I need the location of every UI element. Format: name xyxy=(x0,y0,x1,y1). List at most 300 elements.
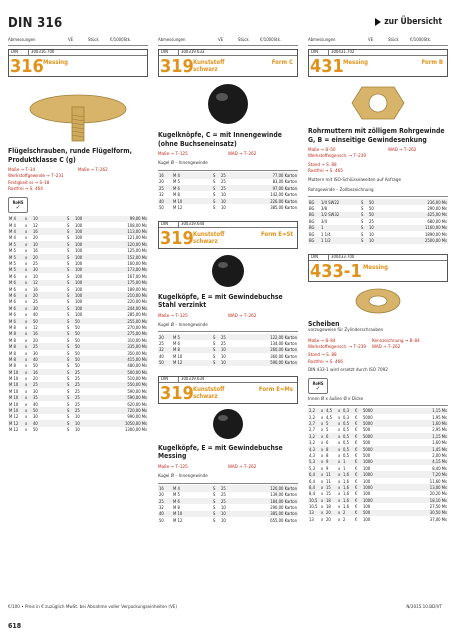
table-cell: 290,00 Ms xyxy=(427,206,447,212)
header-stueck: Stück xyxy=(88,38,99,43)
spec-link[interactable]: Maße → T–125 xyxy=(158,313,188,319)
table-cell: 5000 xyxy=(363,414,373,420)
table-cell: 108,00 Ms xyxy=(127,222,147,228)
table-cell: 25 xyxy=(220,172,238,178)
table-cell: S xyxy=(213,192,216,198)
table-cell: 10 xyxy=(32,241,66,247)
table-cell: 25 xyxy=(159,341,164,347)
table-cell: x xyxy=(24,407,32,413)
table-cell: 50 xyxy=(74,331,96,337)
table-cell: 1000 xyxy=(362,497,376,503)
table-cell: 50 xyxy=(159,204,164,210)
table-cell: S xyxy=(67,312,70,318)
table-cell: x xyxy=(338,408,341,414)
table-cell: 25 xyxy=(32,382,66,388)
table-cell: S xyxy=(66,305,74,311)
table-cell: 290,00 Karton xyxy=(270,505,297,511)
table-cell: 18 xyxy=(326,504,331,510)
spec-link[interactable]: Festigkeit ss → S–18 xyxy=(8,180,50,186)
table-cell: 1000 xyxy=(362,471,376,477)
table-cell: S xyxy=(67,286,70,292)
table-cell: S xyxy=(213,353,216,359)
table-cell: S xyxy=(66,407,74,413)
table-cell: 1,60 Ms xyxy=(432,440,447,446)
table-cell: € xyxy=(355,478,358,484)
header-abmessungen: Abmessungen xyxy=(8,38,36,43)
table-cell: 25 xyxy=(221,492,226,498)
table-cell: 1,6 xyxy=(342,497,354,503)
table-note: Kugel Ø – Innengewinde xyxy=(158,323,208,329)
table-cell: x xyxy=(321,504,324,510)
table-cell: € xyxy=(355,427,358,433)
table-cell: 5,3 xyxy=(308,459,320,465)
table-cell: M 4 xyxy=(8,216,24,222)
table-cell: x xyxy=(25,388,28,394)
table-cell: 2,2 xyxy=(308,408,320,414)
table-cell: x xyxy=(338,440,341,446)
table-cell: x xyxy=(338,446,341,452)
table-cell: BG xyxy=(308,225,320,231)
table-cell: 50 xyxy=(33,427,38,433)
table-cell: 25 xyxy=(221,179,226,185)
table-cell: 5 xyxy=(325,420,337,426)
product-photo xyxy=(158,79,298,129)
table-cell: S xyxy=(67,376,70,382)
product-box-431 xyxy=(308,49,448,77)
table-cell: x xyxy=(24,318,32,324)
table-cell: 2,7 xyxy=(309,427,315,433)
table-cell: M 10 xyxy=(172,198,212,204)
table-cell: 15 xyxy=(326,491,331,497)
footer-note: €/100 • Preis in € zuzüglich MwSt. bei Abnahme voller Verpackungseinheiten (VE) xyxy=(8,605,178,610)
checkmark-icon: ✓ xyxy=(15,203,21,211)
table-cell: 4,15 Ms xyxy=(376,459,448,465)
table-cell: S xyxy=(66,356,74,362)
table-cell: 1/2 SW32 xyxy=(320,212,360,218)
table-cell: 990,00 Ms xyxy=(127,414,147,420)
table-cell: S xyxy=(213,517,216,523)
table-cell: 270,00 Ms xyxy=(127,324,147,330)
table-cell: 1160,00 Ms xyxy=(386,225,448,231)
table-cell: 100 xyxy=(75,312,83,318)
table-cell: x xyxy=(321,420,324,426)
table-cell: 5 xyxy=(326,427,329,433)
product-description: Kugelknöpfe, C = mit Innengewinde (ohne Buchseneinsatz) xyxy=(158,131,282,148)
spec-link[interactable]: WAD → T–262 xyxy=(388,148,417,153)
table-cell: M 8 xyxy=(8,356,24,362)
form-label: Form E=St xyxy=(260,230,293,238)
table-cell: 25 xyxy=(369,218,374,224)
spec-link[interactable]: WAD → T–262 xyxy=(372,344,401,350)
table-cell: 335,00 Ms xyxy=(96,343,148,349)
table-cell: BG xyxy=(309,206,315,212)
table-cell: 50 xyxy=(75,363,80,369)
table-cell: € xyxy=(354,459,362,465)
table-cell: 100 xyxy=(75,273,83,279)
table-cell: 310,00 Ms xyxy=(127,337,147,343)
table-cell: 226,00 Karton xyxy=(238,198,298,204)
table-cell: S xyxy=(67,273,70,279)
spec-link[interactable]: Rostfrei → S. 465 xyxy=(308,169,343,175)
table-cell: S xyxy=(67,350,70,356)
product-box-316 xyxy=(8,49,148,77)
table-cell: M 6 xyxy=(173,341,180,347)
table-cell: 50 xyxy=(158,360,172,366)
table-cell: 134,00 Karton xyxy=(270,341,297,347)
table-cell: 35 xyxy=(32,395,66,401)
size-table xyxy=(158,172,298,210)
table-cell: S xyxy=(212,347,220,353)
table-cell: 8 xyxy=(325,446,337,452)
table-cell: 16 xyxy=(158,172,172,178)
product-box-319-e-st xyxy=(158,221,298,249)
spec-link[interactable]: Kennzeichnung → B–84 xyxy=(372,338,420,344)
table-cell: 275,00 Ms xyxy=(96,331,148,337)
spec-link[interactable]: Rostfrei → S. 464 xyxy=(8,187,43,193)
table-cell: 100 xyxy=(74,267,96,273)
spec-link[interactable]: Maße → B–84 xyxy=(308,338,336,344)
material: Kunststoff schwarz xyxy=(193,230,225,245)
table-cell: 9 xyxy=(325,459,337,465)
product-subtitle: vorzugsweise für Zylinderschrauben xyxy=(308,328,384,334)
table-cell: x xyxy=(321,491,324,497)
table-cell: M 4 xyxy=(172,485,212,491)
spec-link[interactable]: Werkstoffeigensch. → T–239 xyxy=(308,344,367,350)
table-cell: S xyxy=(212,360,220,366)
table-cell: x xyxy=(25,401,28,407)
table-cell: M 8 xyxy=(172,347,212,353)
table-cell: x xyxy=(24,267,32,273)
table-cell: € xyxy=(354,446,362,452)
table-cell: 100 xyxy=(363,516,371,522)
table-cell: x xyxy=(24,331,32,337)
table-cell: 25 xyxy=(220,185,238,191)
table-cell: 30 xyxy=(33,414,38,420)
table-cell: x xyxy=(24,382,32,388)
table-cell: 10 xyxy=(221,204,226,210)
table-cell: M 8 xyxy=(9,363,16,369)
table-cell: x xyxy=(24,369,32,375)
table-cell: S xyxy=(67,299,70,305)
table-cell: 10 xyxy=(369,231,374,237)
table-cell: 10,5 xyxy=(308,497,320,503)
table-cell: M 6 xyxy=(9,312,16,318)
table-cell: x xyxy=(25,427,28,433)
table-cell: 50 xyxy=(368,199,386,205)
table-cell: 8,4 xyxy=(309,491,315,497)
table-cell: 3/4 xyxy=(321,218,328,224)
rohs-badge: RoHS ✓ xyxy=(308,378,328,394)
table-cell: M 4 xyxy=(172,172,212,178)
din-number: 319 xyxy=(160,227,194,249)
table-cell: 16 xyxy=(158,485,172,491)
table-cell: x xyxy=(338,510,341,516)
table-cell: 6 xyxy=(326,440,329,446)
table-cell: x xyxy=(321,452,324,458)
table-cell: 50 xyxy=(32,318,66,324)
table-cell: 20 xyxy=(33,376,38,382)
table-cell: € xyxy=(355,504,358,510)
table-cell: 97,00 Karton xyxy=(238,185,298,191)
table-cell: M 10 xyxy=(172,511,212,517)
header-ve: VE xyxy=(68,38,74,43)
table-cell: 100 xyxy=(75,299,83,305)
table-cell: 50 xyxy=(75,350,80,356)
table-cell: x xyxy=(338,452,341,458)
product-description: Kugelköpfe, E = mit Gewindebuchse Stahl verzinkt xyxy=(158,292,283,310)
table-cell: 1,45 Ms xyxy=(376,446,448,452)
table-cell: M 6 xyxy=(8,318,24,324)
table-cell: 30 xyxy=(32,267,66,273)
spec-link[interactable]: Maße → B–50 xyxy=(308,148,336,153)
din-label: DIN xyxy=(9,50,29,55)
table-cell: 10 xyxy=(221,517,226,523)
spec-link[interactable]: WAD → T–262 xyxy=(228,313,257,319)
table-cell: M 5 xyxy=(173,492,180,498)
table-cell: 1 xyxy=(342,459,354,465)
table-cell: S xyxy=(213,492,216,498)
din-label: DIN xyxy=(309,255,329,260)
table-cell: x xyxy=(338,478,341,484)
table-cell: 20 xyxy=(159,179,164,185)
table-cell: x xyxy=(321,484,324,490)
table-cell: M 4 xyxy=(8,228,24,234)
table-cell: 175,00 Ms xyxy=(96,280,148,286)
table-cell: 15 xyxy=(325,484,337,490)
din-number: 431 xyxy=(310,56,344,77)
page-number: 618 xyxy=(8,622,22,630)
table-cell: 1,6 xyxy=(343,491,349,497)
table-cell: x xyxy=(25,299,28,305)
spec-link[interactable]: Maße → T–125 xyxy=(158,464,188,470)
table-cell: x xyxy=(24,395,32,401)
rohs-badge: RoHS ✓ xyxy=(8,197,28,213)
table-cell: x xyxy=(321,414,324,420)
table-cell: 100 xyxy=(75,235,83,241)
table-cell: 620,00 Ms xyxy=(127,401,147,407)
material: Kunststoff schwarz xyxy=(193,385,225,400)
table-cell: 40 xyxy=(159,353,164,359)
table-cell: 4,3 xyxy=(308,446,320,452)
footer-reference: N/2015.10.BD/VT xyxy=(406,605,442,610)
table-cell: 360,00 Karton xyxy=(270,353,297,359)
table-cell: 20 xyxy=(325,510,337,516)
table-cell: 50 xyxy=(33,363,38,369)
table-cell: M 6 xyxy=(8,305,24,311)
table-cell: 189,00 Ms xyxy=(127,286,147,292)
overview-link[interactable] xyxy=(375,17,442,27)
table-cell: S xyxy=(361,231,364,237)
table-cell: M 12 xyxy=(9,414,19,420)
table-cell: 20 xyxy=(33,337,38,343)
table-cell: S xyxy=(66,318,74,324)
table-cell: 16 xyxy=(32,331,66,337)
spec-link[interactable]: Rostfrei → S. 466 xyxy=(308,359,343,365)
spec-link[interactable]: Stand → S. 88 xyxy=(308,162,337,168)
column-header xyxy=(8,38,148,46)
column-din319 xyxy=(158,38,298,524)
table-cell: 1,6 xyxy=(343,478,349,484)
table-cell: x xyxy=(321,408,324,414)
table-cell: 100 xyxy=(74,254,96,260)
table-cell: x xyxy=(321,433,324,439)
table-cell: 9 xyxy=(326,465,329,471)
table-cell: x xyxy=(24,305,32,311)
table-cell: 40 xyxy=(158,198,172,204)
table-cell: 720,00 Ms xyxy=(96,407,148,413)
table-cell: S xyxy=(66,395,74,401)
table-cell: BG xyxy=(308,199,320,205)
spec-link[interactable]: WAD → T–262 xyxy=(228,464,257,470)
table-cell: x xyxy=(25,324,28,330)
table-cell: 1/4 SW22 xyxy=(320,199,360,205)
table-cell: 1,6 xyxy=(343,504,349,510)
table-cell: 25 xyxy=(74,407,96,413)
product-box-319-c xyxy=(158,49,298,77)
table-cell: 1,95 Ms xyxy=(432,414,447,420)
size-table xyxy=(308,408,448,523)
table-cell: S xyxy=(212,485,220,491)
product-photo xyxy=(158,406,298,442)
table-cell: 480,00 Ms xyxy=(127,363,147,369)
table-cell: 550,00 Ms xyxy=(96,382,148,388)
spec-link[interactable]: Maße → T–34 xyxy=(8,168,36,173)
table-cell: x xyxy=(321,459,324,465)
table-cell: 30 xyxy=(32,305,66,311)
header-price: €/1000Stk. xyxy=(110,38,132,43)
table-cell: x xyxy=(338,459,341,465)
table-cell: x xyxy=(321,440,324,446)
article-code: 300431.702 xyxy=(331,50,355,55)
table-cell: 50 xyxy=(75,324,80,330)
table-cell: M 10 xyxy=(8,407,24,413)
table-cell: 16 xyxy=(32,228,66,234)
table-cell: € xyxy=(354,471,362,477)
spec-link[interactable]: Werkstoffeigensch. → T–239 xyxy=(308,154,367,160)
table-cell: 244,00 Ms xyxy=(96,305,148,311)
table-cell: 16 xyxy=(33,286,38,292)
table-cell: 50 xyxy=(368,212,386,218)
table-cell: 32 xyxy=(158,347,172,353)
table-cell: € xyxy=(355,440,358,446)
table-cell: S xyxy=(361,206,364,212)
table-cell: S xyxy=(66,343,74,349)
table-cell: x xyxy=(24,420,32,426)
spec-block xyxy=(308,148,448,176)
table-cell: 32 xyxy=(159,192,164,198)
table-cell: 2,2 xyxy=(309,414,315,420)
din-number: 319 xyxy=(160,382,194,404)
table-cell: 50 xyxy=(32,407,66,413)
spec-link[interactable]: Stand → S. 88 xyxy=(308,353,337,359)
table-cell: 10 xyxy=(220,198,238,204)
table-cell: M 8 xyxy=(173,192,180,198)
table-cell: 1 1/2 xyxy=(320,237,360,243)
table-cell: 590,00 Ms xyxy=(96,395,148,401)
table-cell: 5000 xyxy=(362,408,376,414)
table-cell: 2,7 xyxy=(308,420,320,426)
table-cell: S xyxy=(66,254,74,260)
column-header xyxy=(308,38,448,46)
table-cell: S xyxy=(66,241,74,247)
table-cell: x xyxy=(24,228,32,234)
table-cell: x xyxy=(321,478,324,484)
table-note: Kugel Ø – Innengewinde xyxy=(158,474,208,480)
material: Kunststoff schwarz xyxy=(193,59,225,73)
table-cell: 100 xyxy=(363,491,371,497)
header-ve: VE xyxy=(368,38,374,43)
table-cell: 18 xyxy=(325,497,337,503)
table-cell: S xyxy=(66,382,74,388)
table-cell: 385,00 Karton xyxy=(238,511,298,517)
table-cell: 25 xyxy=(75,388,80,394)
table-cell: M 4 xyxy=(9,222,16,228)
table-cell: M 12 xyxy=(9,427,19,433)
table-cell: 0,5 xyxy=(342,420,354,426)
table-cell: 0,5 xyxy=(343,427,349,433)
table-cell: 139,00 Karton xyxy=(270,492,297,498)
spec-link[interactable]: Maße → T–262 xyxy=(78,168,108,173)
table-cell: 0,5 xyxy=(343,440,349,446)
table-cell: 100 xyxy=(75,222,83,228)
table-cell: S xyxy=(361,218,364,224)
table-cell: 2500,00 Ms xyxy=(386,237,448,243)
table-cell: € xyxy=(355,491,358,497)
product-photo xyxy=(308,284,448,318)
table-cell: M 10 xyxy=(8,382,24,388)
din-label: DIN xyxy=(159,50,179,55)
table-cell: 10 xyxy=(74,420,96,426)
table-cell: 590,00 Ms xyxy=(127,388,147,394)
spec-link[interactable]: Werkstoffgewinde → T–231 xyxy=(8,174,64,180)
spec-link[interactable]: WAD → T–262 xyxy=(228,152,257,157)
header-price: €/1000Stk. xyxy=(410,38,432,43)
table-cell: 25 xyxy=(74,395,96,401)
table-cell: M 12 xyxy=(172,360,212,366)
table-cell: 350,00 Ms xyxy=(127,350,147,356)
table-cell: 7,20 Ms xyxy=(376,471,448,477)
table-cell: 1300,00 Ms xyxy=(125,427,147,433)
spec-link[interactable]: Maße → T–125 xyxy=(158,152,188,157)
checkmark-icon: ✓ xyxy=(315,384,321,392)
table-row xyxy=(308,237,448,243)
form-label: Form E=Ms xyxy=(258,385,293,393)
table-cell: 2 xyxy=(343,516,346,522)
table-cell: 1,60 Ms xyxy=(376,420,448,426)
table-cell: 220,00 Ms xyxy=(127,299,147,305)
table-cell: 1,6 xyxy=(342,471,354,477)
table-cell: 210,00 Ms xyxy=(96,292,148,298)
table-cell: S xyxy=(213,204,216,210)
table-cell: 40 xyxy=(33,401,38,407)
table-cell: 25 xyxy=(220,485,238,491)
table-cell: 10 xyxy=(75,414,80,420)
table-cell: 25 xyxy=(221,341,226,347)
table-cell: 5,3 xyxy=(309,465,315,471)
table-cell: 25 xyxy=(33,261,38,267)
table-cell: x xyxy=(321,510,324,516)
table-cell: 113,00 Ms xyxy=(96,228,148,234)
table-cell: x xyxy=(25,363,28,369)
table-cell: x xyxy=(321,446,324,452)
table-cell: x xyxy=(25,312,28,318)
table-cell: 425,00 Ms xyxy=(386,212,448,218)
table-cell: € xyxy=(355,452,358,458)
table-cell: M 5 xyxy=(9,261,16,267)
table-cell: S xyxy=(66,292,74,298)
table-cell: M 6 xyxy=(172,498,212,504)
din-number: 316 xyxy=(10,56,44,77)
